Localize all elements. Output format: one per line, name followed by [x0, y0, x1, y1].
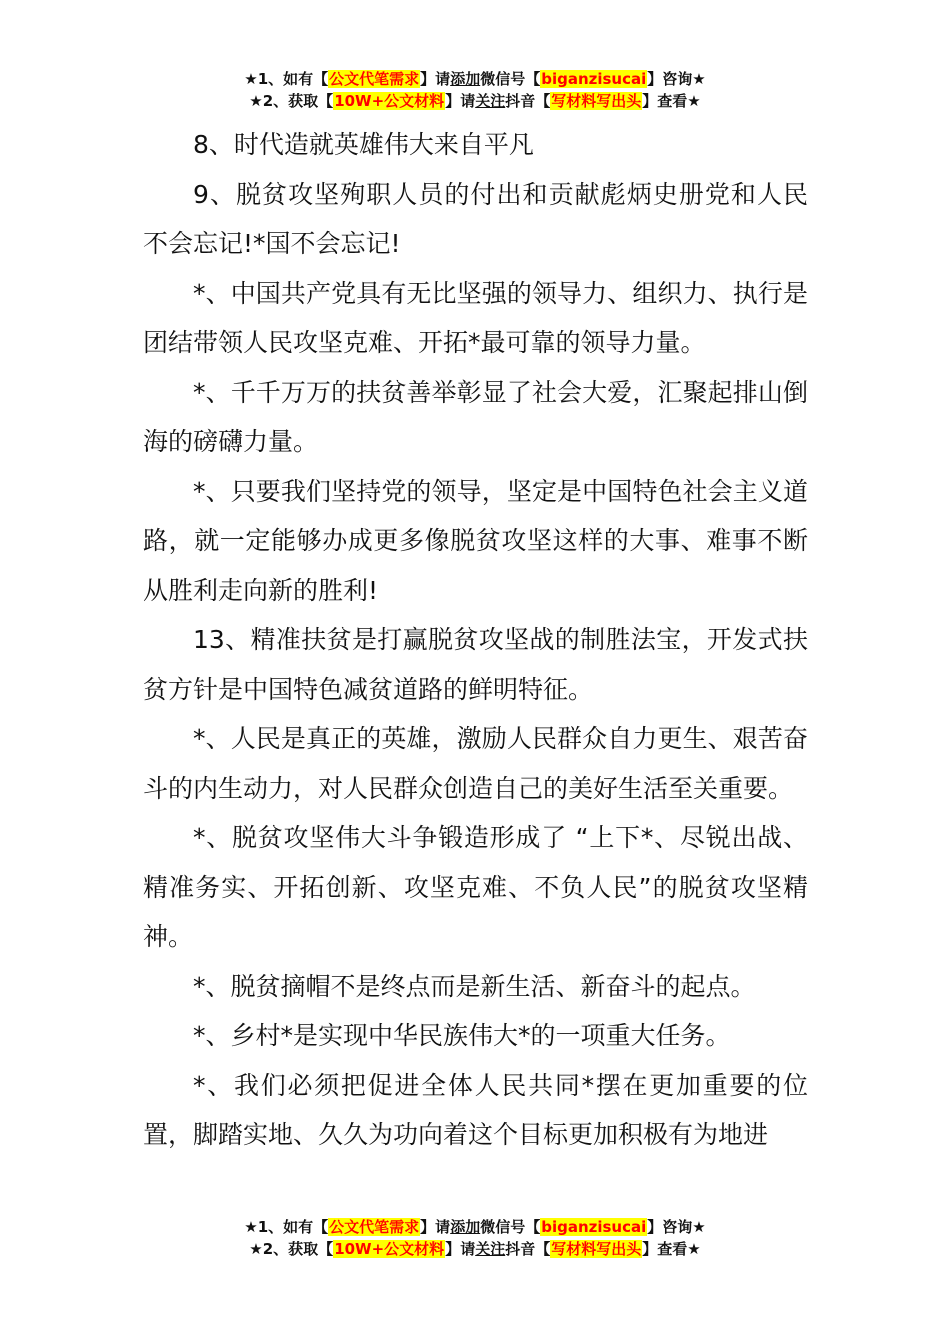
highlight-wechat-id: biganzisucai: [541, 70, 647, 88]
banner-text: 微信号【: [480, 1218, 541, 1236]
paragraph: 13、精准扶贫是打赢脱贫攻坚战的制胜法宝，开发式扶贫方针是中国特色减贫道路的鲜明特征。: [143, 625, 808, 704]
banner-text: 】咨询★: [647, 1218, 706, 1236]
banner-text: 】请: [445, 92, 476, 110]
paragraph: *、人民是真正的英雄，激励人民群众自力更生、艰苦奋斗的内生动力，对人民群众创造自己的美好生活至关重要。: [143, 724, 808, 803]
banner-underlined-text: 关注: [475, 1240, 506, 1258]
banner-text: 】查看★: [642, 92, 701, 110]
paragraph: *、脱贫摘帽不是终点而是新生活、新奋斗的起点。: [193, 971, 756, 1001]
paragraph: *、千千万万的扶贫善举彰显了社会大爱，汇聚起排山倒海的磅礴力量。: [143, 377, 808, 456]
banner-text: 】咨询★: [647, 70, 706, 88]
highlight-materials: 10W+公文材料: [334, 92, 445, 110]
footer-banner: [0, 1216, 950, 1260]
banner-underlined-text: 关注: [475, 92, 506, 110]
banner-line-1: [0, 68, 950, 90]
banner-text: ★1、如有【: [244, 1218, 329, 1236]
document-body: [143, 120, 808, 1160]
paragraph: *、中国共产党具有无比坚强的领导力、组织力、执行是团结带领人民攻坚克难、开拓*最可靠的领导力量。: [143, 278, 808, 357]
banner-line-2: [0, 1238, 950, 1260]
highlight-douyin-account: 写材料写出头: [551, 1240, 642, 1258]
paragraph: 9、脱贫攻坚殉职人员的付出和贡献彪炳史册党和人民不会忘记!*国不会忘记!: [143, 179, 808, 258]
banner-text: 微信号【: [480, 70, 541, 88]
highlight-wechat-id: biganzisucai: [541, 1218, 647, 1236]
paragraph: *、我们必须把促进全体人民共同*摆在更加重要的位置，脚踏实地、久久为功向着这个目标更加积极有为地进: [143, 1070, 808, 1149]
highlight-douyin-account: 写材料写出头: [551, 92, 642, 110]
banner-text: 】请: [445, 1240, 476, 1258]
banner-text: ★2、获取【: [249, 1240, 334, 1258]
banner-text: 抖音【: [505, 92, 551, 110]
paragraph: *、只要我们坚持党的领导，坚定是中国特色社会主义道路，就一定能够办成更多像脱贫攻坚这样的大事、难事不断从胜利走向新的胜利!: [143, 476, 808, 605]
banner-text: ★1、如有【: [244, 70, 329, 88]
paragraph: 8、时代造就英雄伟大来自平凡: [193, 130, 534, 159]
banner-text: 】查看★: [642, 1240, 701, 1258]
banner-text: ★2、获取【: [249, 92, 334, 110]
paragraph: *、脱贫攻坚伟大斗争锻造形成了 “上下*、尽锐出战、精准务实、开拓创新、攻坚克难、不负人民”的脱贫攻坚精神。: [143, 823, 808, 951]
banner-line-1: [0, 1216, 950, 1238]
highlight-service: 公文代笔需求: [329, 70, 420, 88]
banner-line-2: [0, 90, 950, 112]
banner-text: 抖音【: [505, 1240, 551, 1258]
paragraph: *、乡村*是实现中华民族伟大*的一项重大任务。: [193, 1021, 731, 1050]
banner-underlined-text: 添加: [450, 1218, 481, 1236]
header-banner: [0, 68, 950, 112]
banner-text: 】请: [420, 70, 451, 88]
banner-underlined-text: 添加: [450, 70, 481, 88]
highlight-materials: 10W+公文材料: [334, 1240, 445, 1258]
highlight-service: 公文代笔需求: [329, 1218, 420, 1236]
banner-text: 】请: [420, 1218, 451, 1236]
